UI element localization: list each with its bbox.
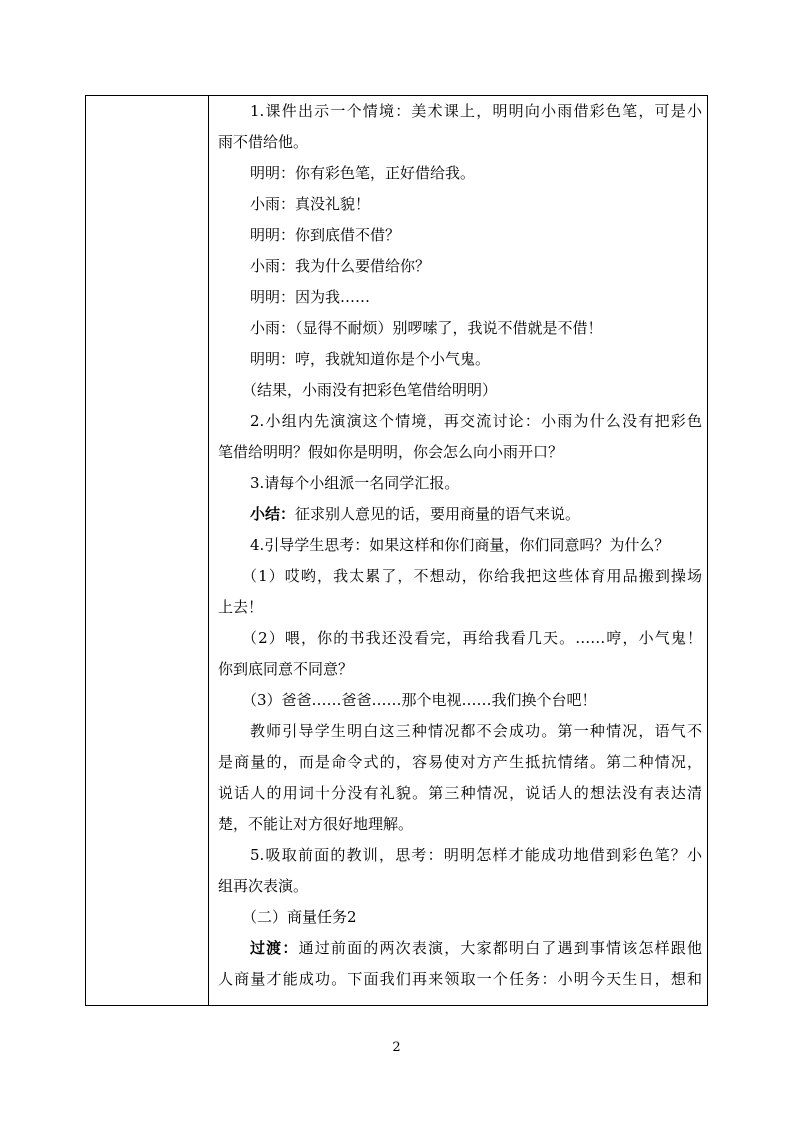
dialogue-line: 小雨：我为什么要借给你？ [250, 257, 431, 275]
section-heading: （二）商量任务2 [242, 908, 357, 926]
page-number: 2 [392, 1040, 401, 1055]
paragraph-line: 楚，不能让对方很好地理解。 [218, 815, 414, 833]
example-line: 你到底同意不同意？ [218, 660, 354, 678]
example-line: （1）哎哟，我太累了，不想动，你给我把这些体育用品搬到操场 [242, 567, 702, 585]
paragraph-line: 组再次表演。 [218, 877, 309, 895]
dialogue-line: 明明：你有彩色笔，正好借给我。 [250, 164, 476, 182]
dialogue-line: 明明：因为我…… [250, 288, 371, 306]
paragraph-line: 说话人的用词十分没有礼貌。第三种情况，说话人的想法没有表达清 [218, 784, 702, 802]
example-line: （2）喂，你的书我还没看完，再给我看几天。……哼，小气鬼！ [242, 629, 702, 647]
dialogue-line: 明明：你到底借不借？ [250, 226, 401, 244]
paragraph-line: 1.课件出示一个情境：美术课上，明明向小雨借彩色笔，可是小 [250, 102, 702, 120]
dialogue-line: 小雨：真没礼貌！ [250, 195, 371, 213]
result-note: （结果，小雨没有把彩色笔借给明明） [242, 381, 498, 399]
example-line: （3）爸爸……爸爸……那个电视……我们换个台吧！ [242, 691, 597, 709]
paragraph-line: 笔借给明明？假如你是明明，你会怎么向小雨开口？ [218, 443, 564, 461]
paragraph-line: 3.请每个小组派一名同学汇报。 [250, 474, 460, 492]
lesson-table [85, 95, 708, 1006]
transition-line [250, 933, 702, 964]
transition-label: 过渡： [250, 939, 299, 957]
summary-text: 征求别人意见的话，要用商量的语气来说。 [295, 505, 581, 523]
paragraph-line: 人商量才能成功。下面我们再来领取一个任务：小明今天生日，想和 [218, 970, 702, 988]
summary-label: 小结： [250, 505, 296, 523]
column-divider [208, 96, 209, 1005]
example-line: 上去！ [218, 598, 264, 616]
paragraph-line: 5.吸取前面的教训，思考：明明怎样才能成功地借到彩色笔？小 [250, 846, 702, 864]
transition-text: 通过前面的两次表演，大家都明白了遇到事情该怎样跟他 [298, 939, 702, 957]
dialogue-line: 小雨：（显得不耐烦）别啰嗦了，我说不借就是不借！ [250, 319, 603, 337]
summary-line [250, 499, 702, 530]
paragraph-line: 教师引导学生明白这三种情况都不会成功。第一种情况，语气不 [250, 722, 702, 740]
paragraph-line: 2.小组内先演演这个情境，再交流讨论：小雨为什么没有把彩色 [250, 412, 702, 430]
paragraph-line: 雨不借给他。 [218, 133, 309, 151]
paragraph-line: 4.引导学生思考：如果这样和你们商量，你们同意吗？为什么？ [250, 536, 670, 554]
paragraph-line: 是商量的，而是命令式的，容易使对方产生抵抗情绪。第二种情况， [218, 753, 702, 771]
dialogue-line: 明明：哼，我就知道你是个小气鬼。 [250, 350, 491, 368]
